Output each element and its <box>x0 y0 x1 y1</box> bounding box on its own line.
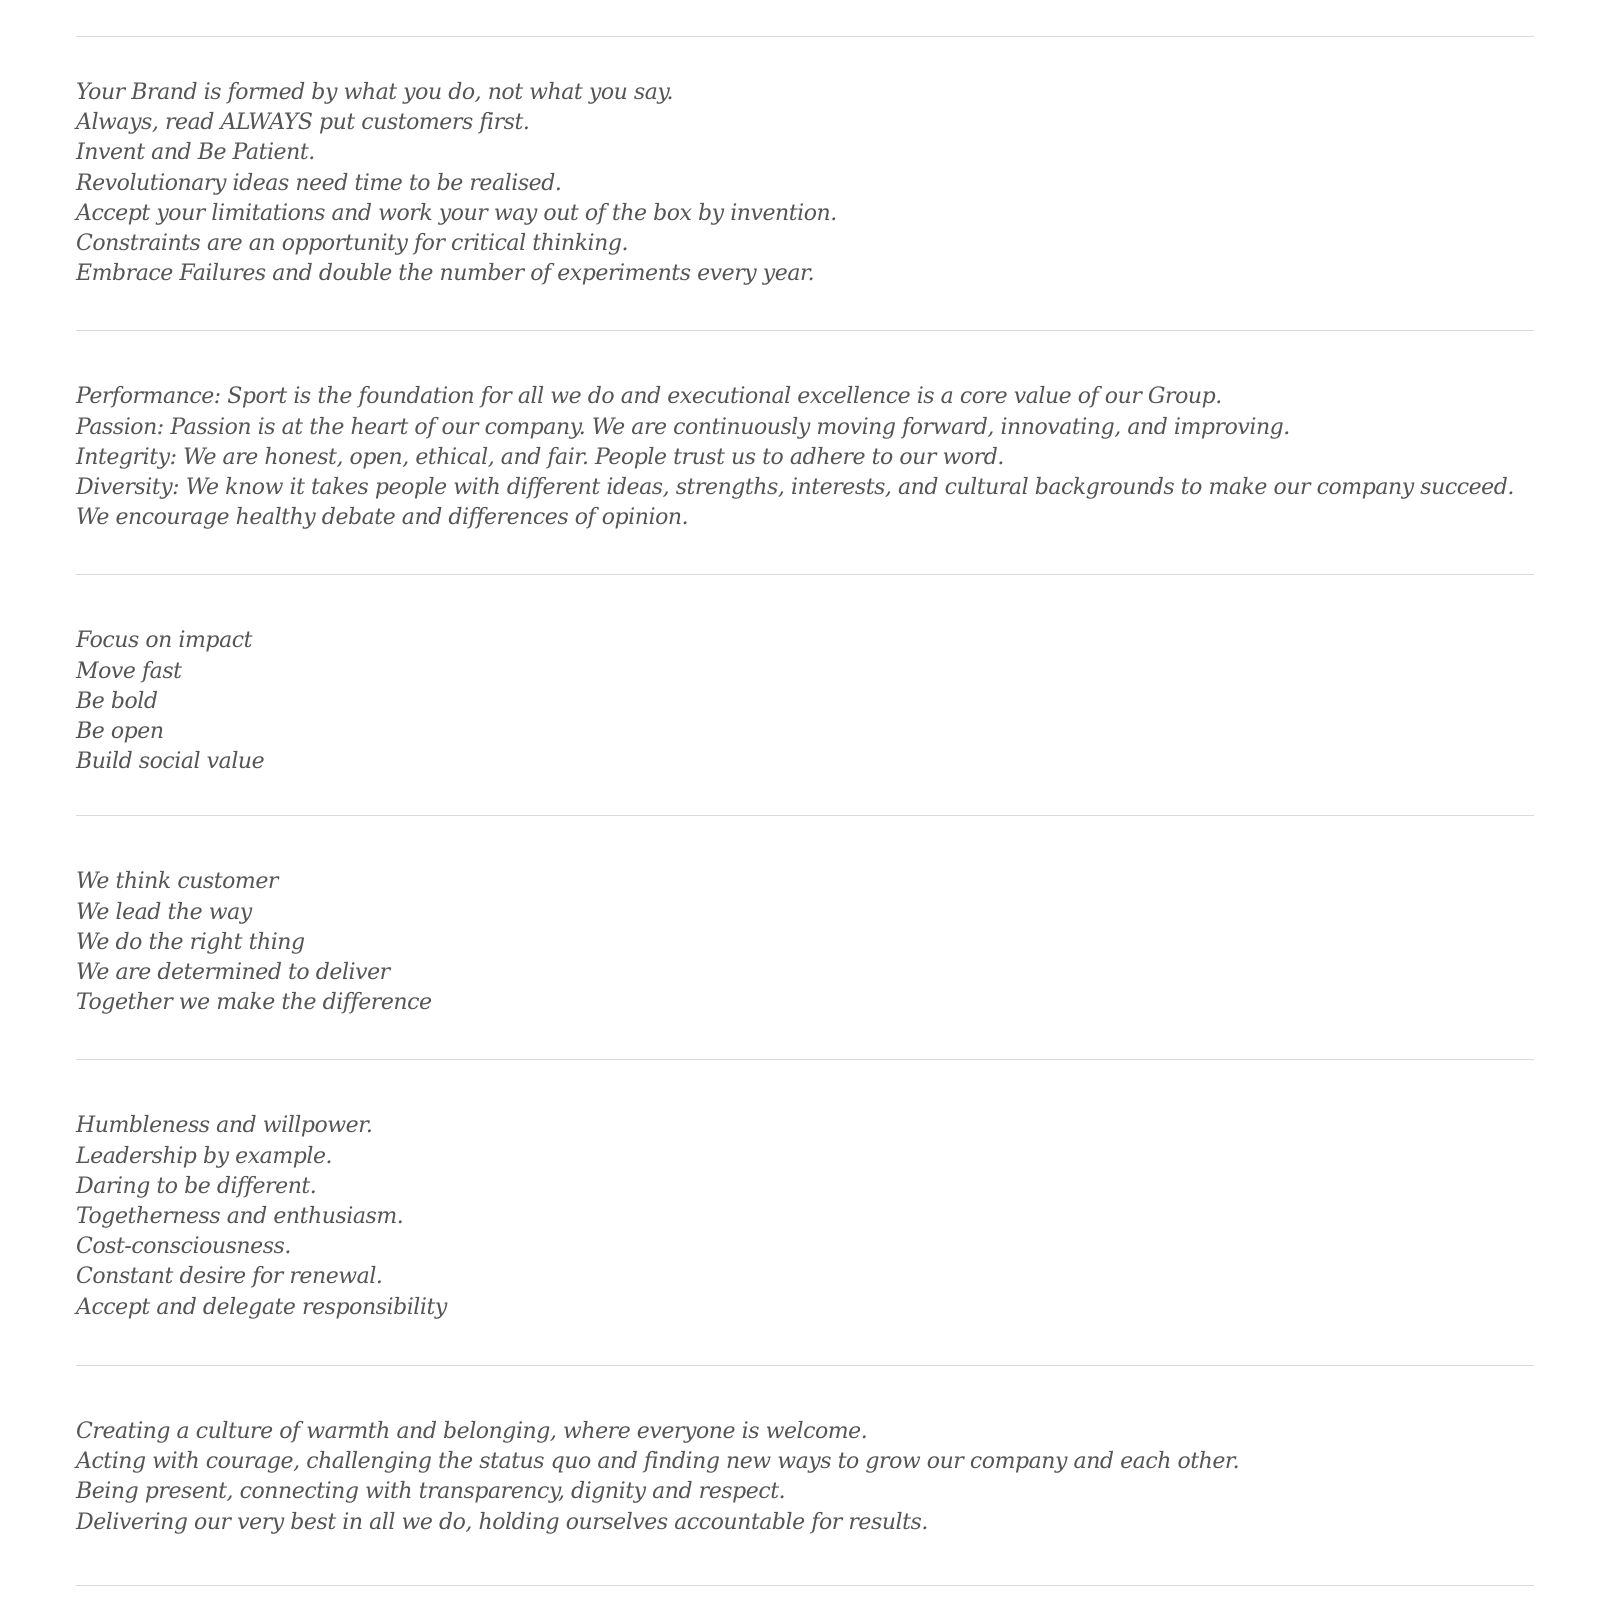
value-line: Performance: Sport is the foundation for all we do and executional excellence is a core value of our Group. <box>76 384 1222 410</box>
values-section-3 <box>76 575 1534 815</box>
value-line: Be open <box>76 719 164 745</box>
value-line: Be bold <box>76 688 158 714</box>
value-line: Passion: Passion is at the heart of our company. We are continuously moving forward, innovating, and improving. <box>76 414 1290 440</box>
value-line: Constant desire for renewal. <box>76 1264 383 1290</box>
value-line: Diversity: We know it takes people with different ideas, strengths, interests, and cultural backgrounds to make our company succeed. <box>76 475 1514 501</box>
value-line: Humbleness and willpower. <box>76 1113 373 1139</box>
value-line: Constraints are an opportunity for critical thinking. <box>76 231 629 257</box>
values-section-2 <box>76 331 1534 574</box>
value-line: Being present, connecting with transparency, dignity and respect. <box>76 1479 786 1505</box>
value-line: Delivering our very best in all we do, holding ourselves accountable for results. <box>76 1509 928 1535</box>
value-line: Accept and delegate responsibility <box>76 1294 447 1320</box>
value-line: Move fast <box>76 658 182 684</box>
value-line: Cost-consciousness. <box>76 1234 291 1260</box>
value-line: Accept your limitations and work your way out of the box by invention. <box>76 200 837 226</box>
values-section-4 <box>76 816 1534 1059</box>
values-section-1 <box>76 37 1534 330</box>
values-list <box>76 36 1534 1586</box>
value-line: Revolutionary ideas need time to be realised. <box>76 170 562 196</box>
value-line: We encourage healthy debate and differences of opinion. <box>76 505 689 531</box>
values-section-5 <box>76 1060 1534 1364</box>
value-line: Integrity: We are honest, open, ethical, and fair. People trust us to adhere to our word. <box>76 444 1004 470</box>
value-line: Your Brand is formed by what you do, not what you say. <box>76 80 674 105</box>
value-line: Build social value <box>76 749 265 775</box>
value-line: We lead the way <box>76 899 252 925</box>
value-line: We think customer <box>76 869 278 895</box>
value-line: Daring to be different. <box>76 1173 317 1199</box>
value-line: We are determined to deliver <box>76 960 390 986</box>
value-line: Embrace Failures and double the number of experiments every year. <box>76 261 815 287</box>
value-line: Creating a culture of warmth and belonging, where everyone is welcome. <box>76 1418 868 1444</box>
value-line: We do the right thing <box>76 929 305 955</box>
value-line: Invent and Be Patient. <box>76 140 315 166</box>
value-line: Togetherness and enthusiasm. <box>76 1204 404 1230</box>
value-line: Together we make the difference <box>76 990 432 1016</box>
value-line: Leadership by example. <box>76 1143 333 1169</box>
divider <box>76 1585 1534 1586</box>
value-line: Always, read ALWAYS put customers first. <box>76 110 530 136</box>
value-line: Focus on impact <box>76 628 252 654</box>
values-section-6 <box>76 1366 1534 1585</box>
value-line: Acting with courage, challenging the status quo and finding new ways to grow our company and each other. <box>76 1449 1240 1475</box>
